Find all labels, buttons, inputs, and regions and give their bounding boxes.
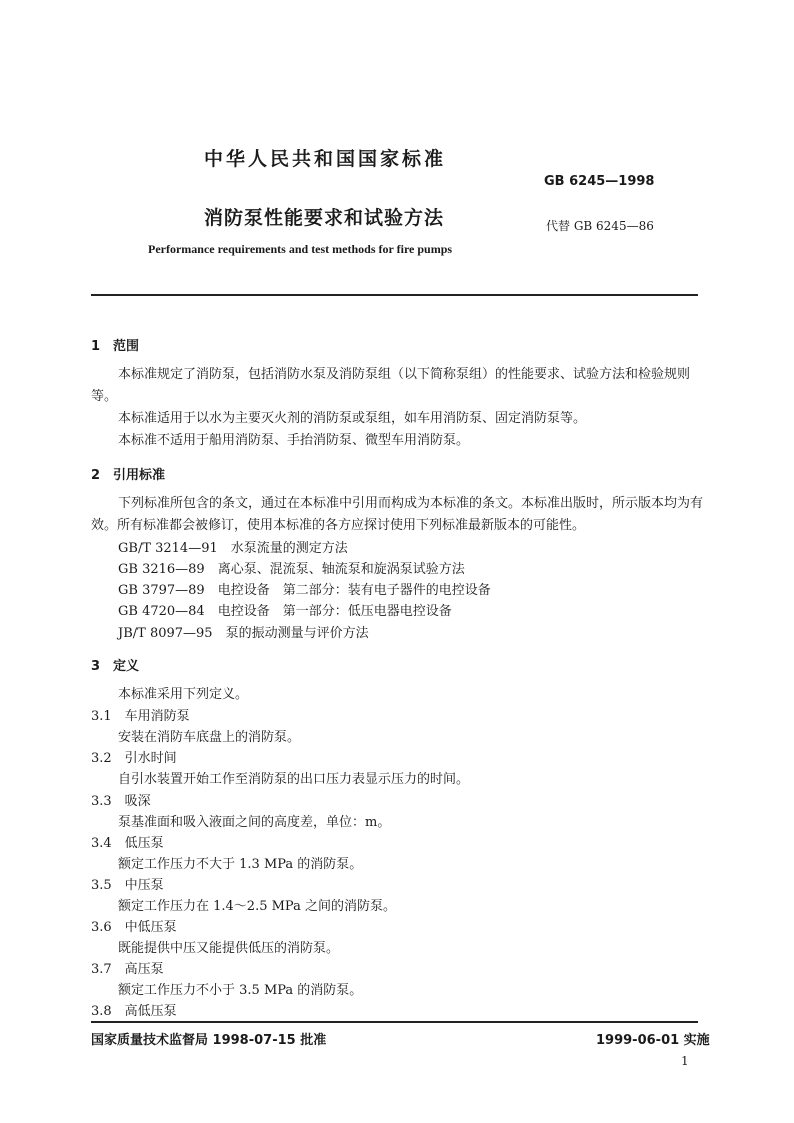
section-1-para-3: 本标准不适用于船用消防泵、手抬消防泵、微型车用消防泵。 (118, 433, 470, 448)
page-number: 1 (681, 1054, 689, 1068)
definition-term: 3.8 高低压泵 (91, 1004, 177, 1019)
definition-term: 3.7 高压泵 (91, 962, 164, 977)
standard-category-title: 中华人民共和国国家标准 (204, 148, 447, 170)
section-1-heading: 1 范围 (91, 339, 140, 354)
definition-desc: 自引水装置开始工作至消防泵的出口压力表显示压力的时间。 (118, 772, 470, 787)
reference-item: GB/T 3214—91 水泵流量的测定方法 (118, 541, 348, 556)
definition-desc: 泵基准面和吸入液面之间的高度差，单位：m。 (118, 815, 391, 830)
standard-number: GB 6245—1998 (544, 174, 655, 189)
definition-term: 3.3 吸深 (91, 794, 151, 809)
section-3-heading: 3 定义 (91, 659, 140, 674)
effective-date: 1999-06-01 实施 (596, 1033, 710, 1048)
document-title: 消防泵性能要求和试验方法 (204, 207, 445, 229)
definition-term: 3.4 低压泵 (91, 836, 164, 851)
issue-approval: 国家质量技术监督局 1998-07-15 批准 (91, 1033, 327, 1048)
definition-desc: 额定工作压力不大于 1.3 MPa 的消防泵。 (118, 857, 363, 872)
document-title-english: Performance requirements and test methods for fire pumps (148, 242, 453, 256)
section-1-para-2: 本标准适用于以水为主要灭火剂的消防泵或泵组，如车用消防泵、固定消防泵等。 (118, 411, 587, 426)
definition-term: 3.1 车用消防泵 (91, 709, 190, 724)
reference-item: JB/T 8097—95 泵的振动测量与评价方法 (118, 626, 369, 641)
section-3-intro: 本标准采用下列定义。 (118, 687, 249, 702)
definition-desc: 安装在消防车底盘上的消防泵。 (118, 730, 301, 745)
reference-item: GB 3797—89 电控设备 第二部分：装有电子器件的电控设备 (118, 583, 491, 598)
definition-desc: 既能提供中压又能提供低压的消防泵。 (118, 941, 340, 956)
section-2-para-1: 下列标准所包含的条文，通过在本标准中引用而构成为本标准的条文。本标准出版时，所示版本均为有效。所有标准都会被修订，使用本标准的各方应探讨使用下列标准最新版本的可能性。 (91, 496, 704, 533)
reference-item: GB 4720—84 电控设备 第一部分：低压电器电控设备 (118, 604, 452, 619)
replaces-note: 代替 GB 6245—86 (546, 219, 654, 233)
definition-desc: 额定工作压力在 1.4～2.5 MPa 之间的消防泵。 (118, 899, 396, 914)
definition-term: 3.6 中低压泵 (91, 920, 177, 935)
definition-desc: 额定工作压力不小于 3.5 MPa 的消防泵。 (118, 983, 363, 998)
section-1-para-1: 本标准规定了消防泵，包括消防水泵及消防泵组（以下简称泵组）的性能要求、试验方法和检验规则等。 (91, 367, 691, 404)
header-rule (91, 294, 698, 296)
section-2-heading: 2 引用标准 (91, 468, 166, 483)
reference-item: GB 3216—89 离心泵、混流泵、轴流泵和旋涡泵试验方法 (118, 562, 465, 577)
definition-term: 3.5 中压泵 (91, 878, 164, 893)
footer-rule (91, 1021, 698, 1023)
definition-term: 3.2 引水时间 (91, 751, 177, 766)
